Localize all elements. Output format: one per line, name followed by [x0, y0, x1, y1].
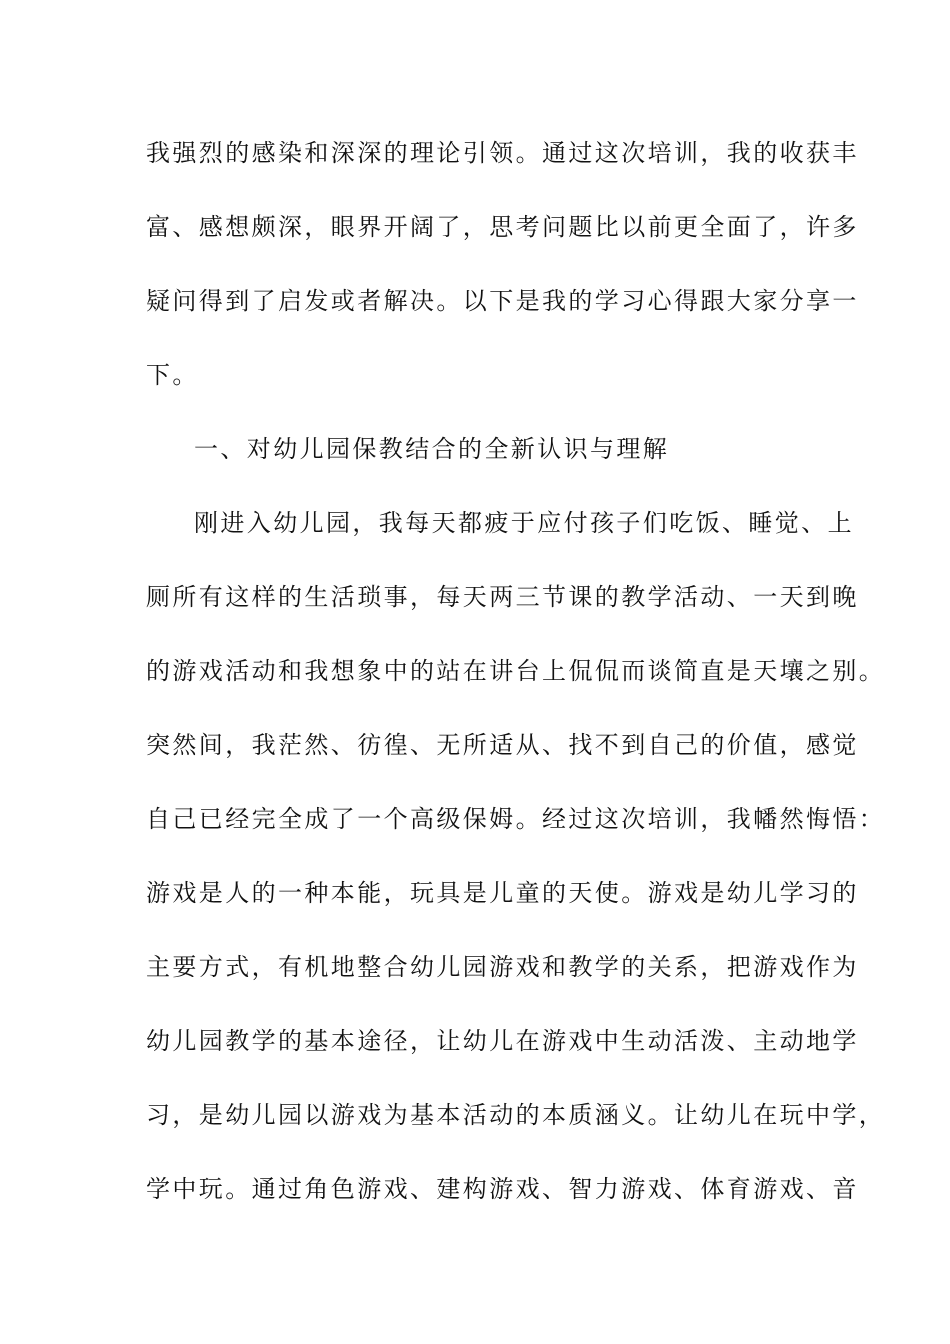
text-line: 富、感想颇深，眼界开阔了，思考问题比以前更全面了，许多	[146, 213, 859, 241]
text-line: 疑问得到了启发或者解决。以下是我的学习心得跟大家分享一	[146, 287, 859, 315]
text-line: 游戏是人的一种本能，玩具是儿童的天使。游戏是幼儿学习的	[146, 879, 859, 907]
text-line: 厕所有这样的生活琐事，每天两三节课的教学活动、一天到晚	[146, 583, 859, 611]
text-line: 学中玩。通过角色游戏、建构游戏、智力游戏、体育游戏、音	[146, 1175, 859, 1203]
text-line: 下。	[146, 361, 199, 389]
text-line: 刚进入幼儿园，我每天都疲于应付孩子们吃饭、睡觉、上	[194, 509, 854, 537]
text-line: 突然间，我茫然、彷徨、无所适从、找不到自己的价值，感觉	[146, 731, 859, 759]
text-line: 习，是幼儿园以游戏为基本活动的本质涵义。让幼儿在玩中学，	[146, 1101, 886, 1129]
text-line: 幼儿园教学的基本途径，让幼儿在游戏中生动活泼、主动地学	[146, 1027, 859, 1055]
text-line: 的游戏活动和我想象中的站在讲台上侃侃而谈简直是天壤之别。	[146, 657, 886, 685]
text-line: 我强烈的感染和深深的理论引领。通过这次培训，我的收获丰	[146, 139, 859, 167]
section-heading: 一、对幼儿园保教结合的全新认识与理解	[194, 435, 670, 463]
text-line: 自己已经完全成了一个高级保姆。经过这次培训，我幡然悔悟：	[146, 805, 886, 833]
text-line: 主要方式，有机地整合幼儿园游戏和教学的关系，把游戏作为	[146, 953, 859, 981]
